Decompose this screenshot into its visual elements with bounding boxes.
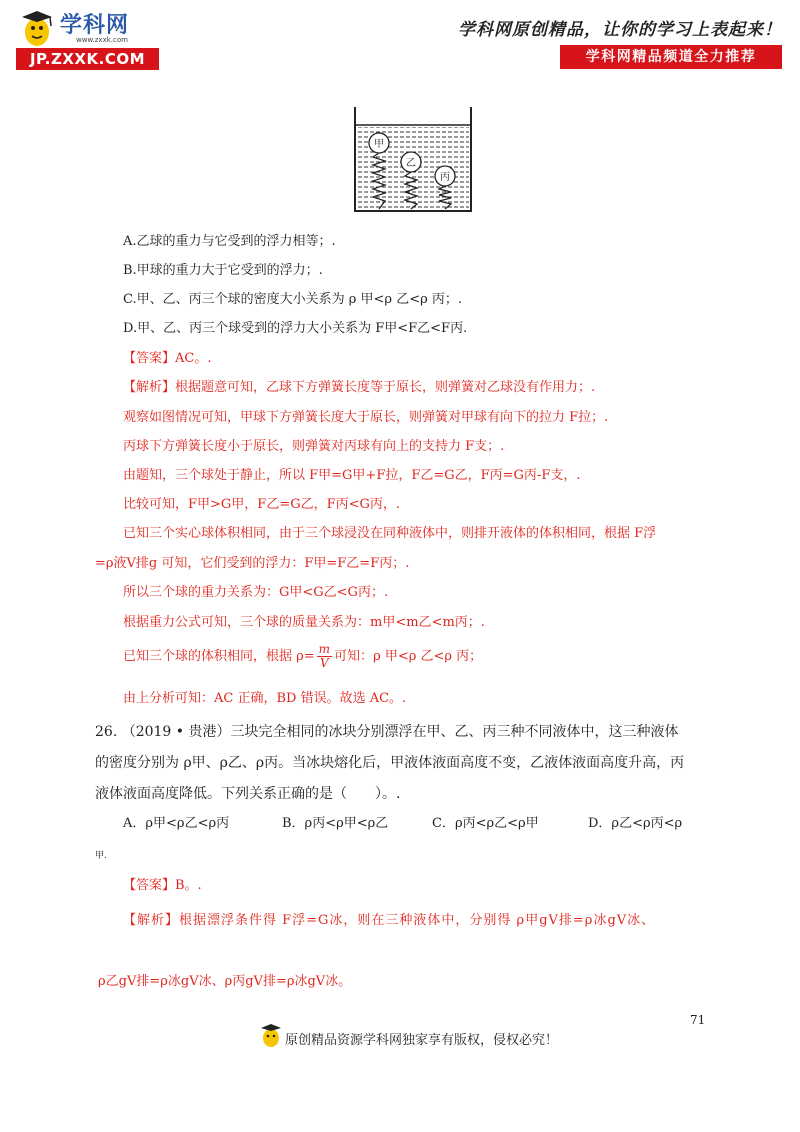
option-a: A.乙球的重力与它受到的浮力相等；.	[123, 234, 336, 249]
density-before: 已知三个球的体积相同，根据 ρ=	[123, 649, 315, 664]
analysis-line-6: 已知三个实心球体积相同，由于三个球浸没在同种液体中，则排开液体的体积相同，根据 F浮	[123, 526, 657, 541]
logo-name: 学科网	[60, 13, 130, 38]
beaker-figure	[352, 105, 477, 215]
q26-option-c: C．ρ丙<ρ乙<ρ甲	[432, 816, 539, 831]
analysis-q26: 【解析】根据漂浮条件得 F浮=G冰，则在三种液体中，分别得 ρ甲gV排=ρ冰gV冰、	[123, 913, 656, 928]
mascot-icon	[260, 1022, 282, 1048]
ball-bing-label: 丙	[440, 172, 450, 183]
promo-banner[interactable]: 学科网精品频道全力推荐	[560, 45, 782, 69]
option-c: C.甲、乙、丙三个球的密度大小关系为 ρ 甲<ρ 乙<ρ 丙；.	[123, 292, 462, 307]
q26-line-3: 液体液面高度降低。下列关系正确的是（ ）。.	[95, 786, 401, 802]
fraction-denominator: V	[320, 656, 329, 670]
q26-line-2: 的密度分别为 ρ甲、ρ乙、ρ丙。当冰块熔化后，甲液体液面高度不变，乙液体液面高度升高，丙	[95, 755, 685, 771]
answer-q25: 【答案】AC。.	[123, 351, 212, 366]
logo-bar: JP.ZXXK.COM	[16, 48, 159, 70]
q26-option-b: B．ρ丙<ρ甲<ρ乙	[282, 816, 389, 831]
analysis-line-3: 丙球下方弹簧长度小于原长，则弹簧对丙球有向上的支持力 F支；.	[123, 439, 505, 454]
copyright-notice: 原创精品资源学科网独家享有版权，侵权必究！	[285, 1033, 559, 1048]
analysis-line-7: =ρ液V排g 可知，它们受到的浮力：F甲=F乙=F丙；.	[95, 556, 410, 571]
density-fraction	[317, 643, 332, 670]
q26-option-a: A．ρ甲<ρ乙<ρ丙	[123, 816, 230, 831]
density-after: 可知：ρ 甲<ρ 乙<ρ 丙；	[334, 649, 483, 664]
ball-yi-label: 乙	[406, 158, 416, 169]
formula-q26: ρ乙gV排=ρ冰gV冰、ρ丙gV排=ρ冰gV冰。	[98, 974, 352, 989]
mascot-icon	[18, 8, 56, 48]
analysis-line-8: 所以三个球的重力关系为：G甲<G乙<G丙；.	[123, 585, 389, 600]
q26-option-wrap: 甲.	[95, 851, 107, 861]
fraction-numerator: m	[318, 642, 331, 656]
ball-jia-label: 甲	[374, 139, 384, 150]
header-slogan: 学科网原创精品，让你的学习上表起来！	[458, 20, 782, 40]
site-logo[interactable]	[16, 8, 161, 72]
option-b: B.甲球的重力大于它受到的浮力；.	[123, 263, 323, 278]
q26-line-1: 26. （2019 • 贵港）三块完全相同的冰块分别漂浮在甲、乙、丙三种不同液体中，这三种液体	[95, 724, 679, 740]
analysis-line-4: 由题知，三个球处于静止，所以 F甲=G甲+F拉，F乙=G乙，F丙=G丙-F支，.	[123, 468, 581, 483]
logo-url: www.zxxk.com	[76, 36, 128, 44]
analysis-line-9: 根据重力公式可知，三个球的质量关系为：m甲<m乙<m丙；.	[123, 615, 485, 630]
answer-q26: 【答案】B。.	[123, 878, 202, 893]
analysis-line-1: 【解析】根据题意可知，乙球下方弹簧长度等于原长，则弹簧对乙球没有作用力；.	[123, 380, 596, 395]
analysis-line-2: 观察如图情况可知，甲球下方弹簧长度大于原长，则弹簧对甲球有向下的拉力 F拉；.	[123, 410, 609, 425]
conclusion-q25: 由上分析可知：AC 正确，BD 错误。故选 AC。.	[123, 691, 407, 706]
page-number: 71	[690, 1013, 706, 1027]
q26-option-d: D．ρ乙<ρ丙<ρ	[588, 816, 683, 831]
density-formula-line	[123, 643, 482, 670]
analysis-line-5: 比较可知，F甲>G甲，F乙=G乙，F丙<G丙，.	[123, 497, 401, 512]
option-d: D.甲、乙、丙三个球受到的浮力大小关系为 F甲<F乙<F丙.	[123, 321, 468, 336]
